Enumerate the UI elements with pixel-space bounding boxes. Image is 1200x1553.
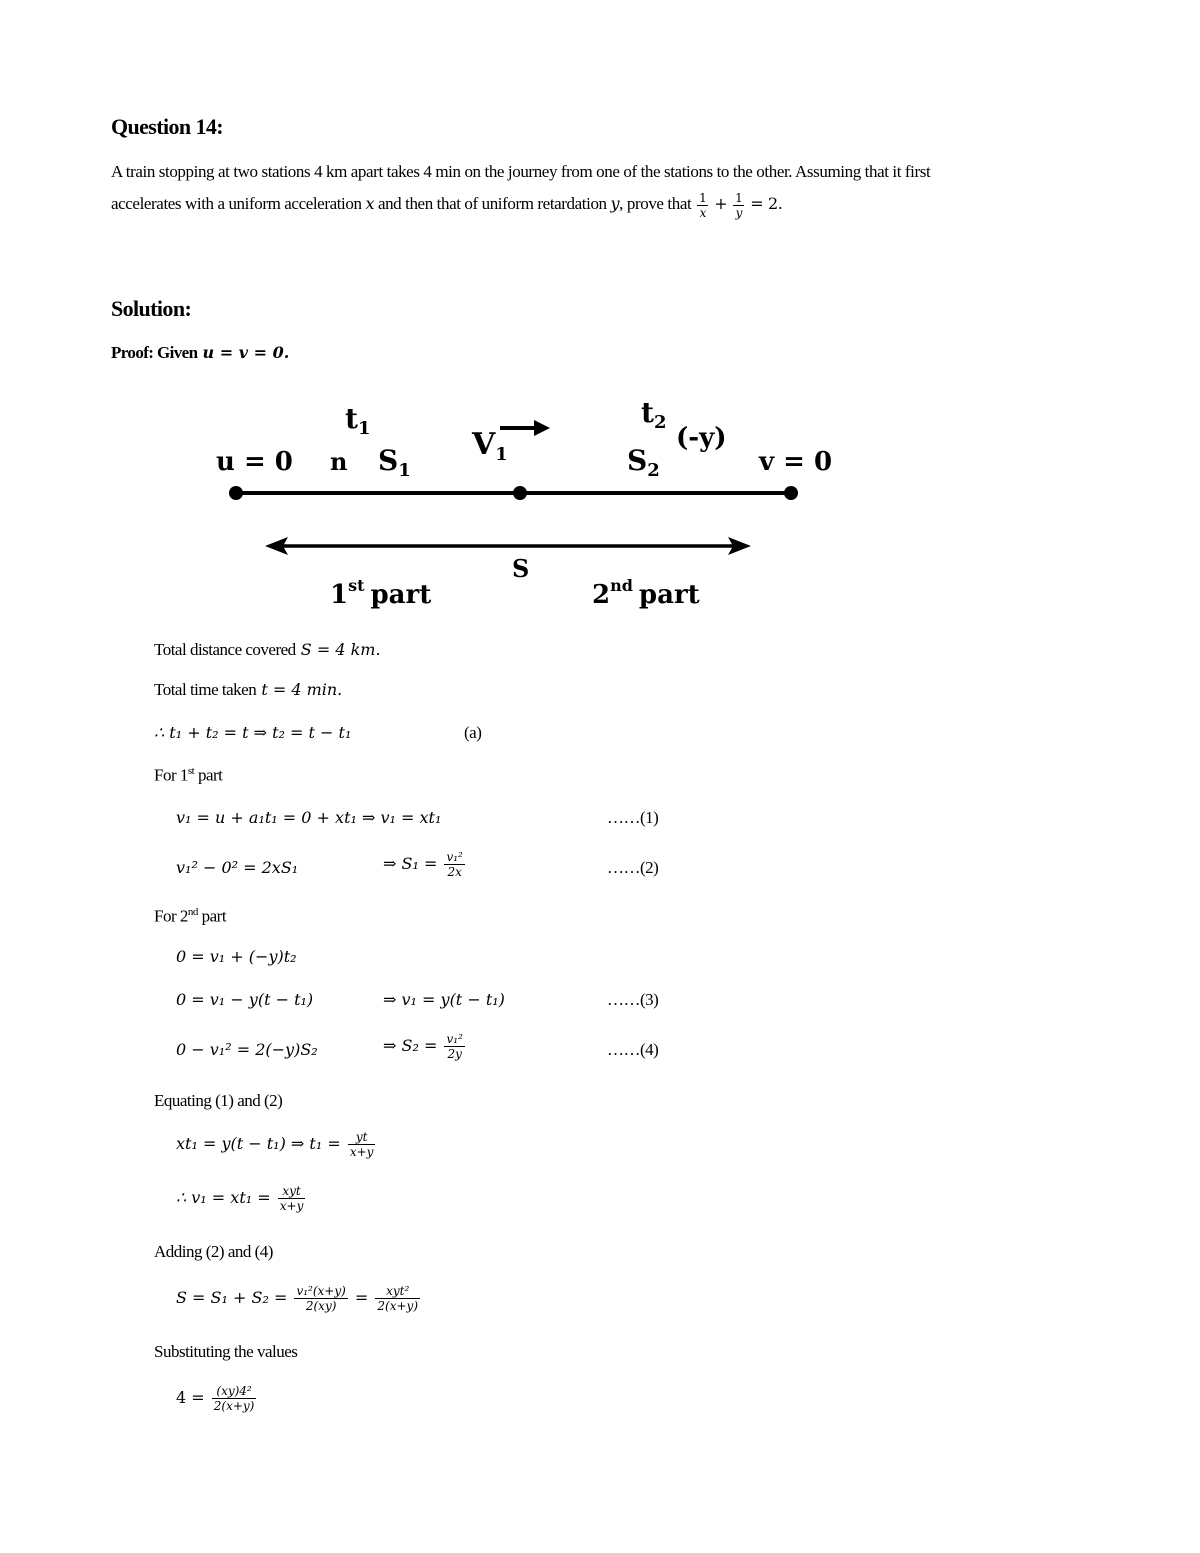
equals-two: = 2. (750, 194, 783, 213)
label-s1: $S_1$ (378, 444, 411, 481)
equation-4-left: 0 − v₁² = 2(−y)S₂ (176, 1040, 318, 1059)
label-second-part: 2nd part (592, 576, 700, 610)
equation-7: S = S₁ + S₂ = $\frac{\text{v₁²(x+y)}}{2(xy)}$ = $\frac{\text{xyt²}}{2(x+y)}$ (176, 1284, 419, 1313)
first-part-heading: For 1st part (154, 765, 223, 785)
total-distance-math: S = 4 km. (300, 640, 381, 659)
total-distance-line (154, 640, 381, 660)
equation-2-tag: ……(2) (607, 858, 659, 877)
fraction-yt-over-xy: $\frac{yt}{x+y}$ (349, 1130, 374, 1159)
fraction-v1sq-over-2x: $\frac{\text{v₁²}}{2x}$ (446, 850, 463, 879)
adding-heading: Adding (2) and (4) (154, 1242, 273, 1261)
equation-3a: 0 = v₁ + (−y)t₂ (176, 947, 297, 966)
label-first-part: 1st part (330, 576, 432, 610)
question-text-b: and then that of uniform retardation (377, 194, 607, 213)
fraction-final: $\frac{\text{(xy)4²}}{2(x+y)}$ (213, 1384, 255, 1413)
equation-4-tag: ……(4) (607, 1040, 659, 1059)
end-point-icon (784, 486, 798, 500)
label-t2: $t_2$ (641, 396, 667, 433)
equation-a-tag: (a) (464, 723, 482, 742)
substituting-heading: Substituting the values (154, 1342, 298, 1361)
equation-4-right: ⇒ S₂ = $\frac{\text{v₁²}}{2y}$ (383, 1032, 463, 1061)
equation-1-tag: ……(1) (607, 808, 659, 827)
label-t1: $t_1$ (345, 402, 371, 439)
label-n: n (330, 447, 348, 476)
second-part-heading: For 2nd part (154, 906, 227, 926)
equation-8: 4 = $\frac{\text{(xy)4²}}{2(x+y)}$ (176, 1384, 255, 1413)
solution-heading: Solution: (111, 296, 192, 321)
question-heading: Question 14: (111, 114, 223, 139)
fraction-xytsq: $\frac{\text{xyt²}}{2(x+y)}$ (377, 1284, 419, 1313)
start-point-icon (229, 486, 243, 500)
equation-3-left: 0 = v₁ − y(t − t₁) (176, 990, 314, 1009)
motion-diagram (0, 390, 1200, 620)
mid-point-icon (513, 486, 527, 500)
question-text-a: accelerates with a uniform acceleration (111, 194, 362, 213)
label-neg-y: (-y) (676, 423, 727, 453)
equating-heading: Equating (1) and (2) (154, 1091, 283, 1110)
label-s-total: S (512, 554, 530, 583)
equation-a: ∴ t₁ + t₂ = t ⇒ t₂ = t − t₁ (154, 723, 352, 742)
equation-1: v₁ = u + a₁t₁ = 0 + xt₁ ⇒ v₁ = xt₁ (176, 808, 442, 827)
plus-sign: + (714, 194, 728, 213)
proof-label: Proof: Given (111, 343, 198, 362)
var-y: y (610, 194, 620, 213)
question-line-2 (111, 190, 782, 220)
proof-line (111, 343, 289, 363)
question-line-1: A train stopping at two stations 4 km apart takes 4 min on the journey from one of the stations to the other. Assuming that it first (111, 162, 931, 181)
fraction-1-over-y: $\frac{1}{y}$ (735, 190, 743, 220)
total-time-math: t = 4 min. (261, 680, 343, 699)
total-time-line (154, 680, 342, 700)
equation-2-left: v₁² − 0² = 2xS₁ (176, 858, 299, 877)
equation-6: ∴ v₁ = xt₁ = $\frac{\text{xyt}}{x+y}$ (176, 1184, 304, 1213)
total-time-label: Total time taken (154, 680, 257, 699)
equation-2-right: ⇒ S₁ = $\frac{\text{v₁²}}{2x}$ (383, 850, 463, 879)
fraction-v1sq-xy: $\frac{\text{v₁²(x+y)}}{2(xy)}$ (296, 1284, 346, 1313)
label-v1: $V_1$ (472, 427, 508, 465)
equation-3-right: ⇒ v₁ = y(t − t₁) (383, 990, 505, 1009)
total-distance-label: Total distance covered (154, 640, 296, 659)
var-x: x (365, 194, 375, 213)
label-v-zero: v = 0 (759, 447, 833, 477)
distance-double-arrow-icon (265, 537, 751, 555)
fraction-xyt-over-xy: $\frac{\text{xyt}}{x+y}$ (279, 1184, 304, 1213)
equation-3-tag: ……(3) (607, 990, 659, 1009)
question-text-c: , prove that (619, 194, 692, 213)
label-s2: $S_2$ (627, 444, 660, 481)
equation-5: xt₁ = y(t − t₁) ⇒ t₁ = $\frac{yt}{x+y}$ (176, 1130, 374, 1159)
label-u-zero: u = 0 (216, 447, 293, 477)
velocity-arrow-icon (500, 420, 550, 436)
proof-math: u = v = 0. (202, 343, 290, 362)
fraction-1-over-x: $\frac{1}{x}$ (699, 190, 707, 220)
fraction-v1sq-over-2y: $\frac{\text{v₁²}}{2y}$ (446, 1032, 463, 1061)
track-line (229, 486, 798, 500)
